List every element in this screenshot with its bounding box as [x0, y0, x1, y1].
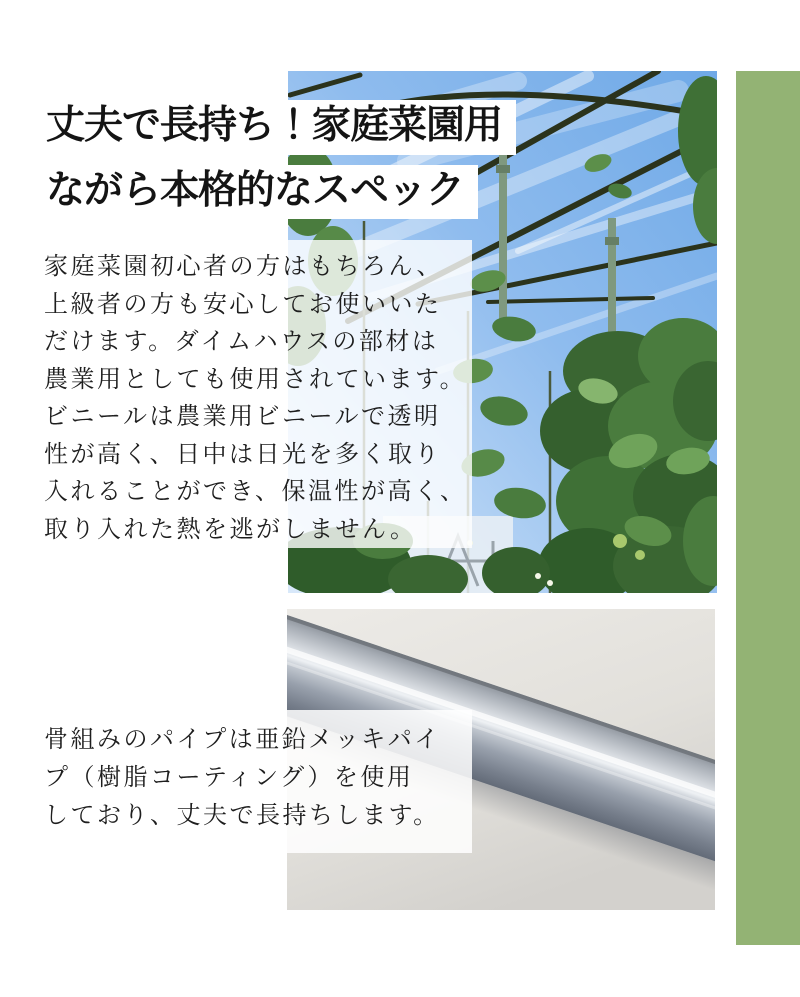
intro-line: 取り入れた熱を逃がしません。: [44, 515, 417, 543]
pipe-paragraph: [44, 721, 472, 835]
intro-line: 性が高く、日中は日光を多く取り: [44, 440, 442, 468]
intro-line: 農業用としても使用されています。: [44, 365, 467, 393]
pipe-line: プ（樹脂コーティング）を使用: [44, 764, 414, 791]
pipe-text-overlay: [0, 710, 472, 853]
green-accent-bar: [736, 71, 800, 945]
intro-line: 入れることができ、保温性が高く、: [44, 478, 467, 505]
intro-text-overlay: [0, 240, 472, 548]
intro-paragraph: [44, 248, 472, 548]
headline-line-1: 丈夫で長持ち！家庭菜園用: [44, 100, 516, 155]
intro-line: だけます。ダイムハウスの部材は: [44, 328, 439, 355]
intro-line: 上級者の方も安心してお使いいた: [44, 290, 442, 318]
page-title: [44, 100, 516, 229]
intro-line: ビニールは農業用ビニールで透明: [44, 403, 441, 430]
pipe-line: 骨組みのパイプは亜鉛メッキパイ: [44, 726, 441, 753]
headline-line-2: ながら本格的なスペック: [44, 165, 478, 220]
pipe-line: しており、丈夫で長持ちします。: [44, 802, 440, 829]
intro-line: 家庭菜園初心者の方はもちろん、: [44, 253, 443, 280]
